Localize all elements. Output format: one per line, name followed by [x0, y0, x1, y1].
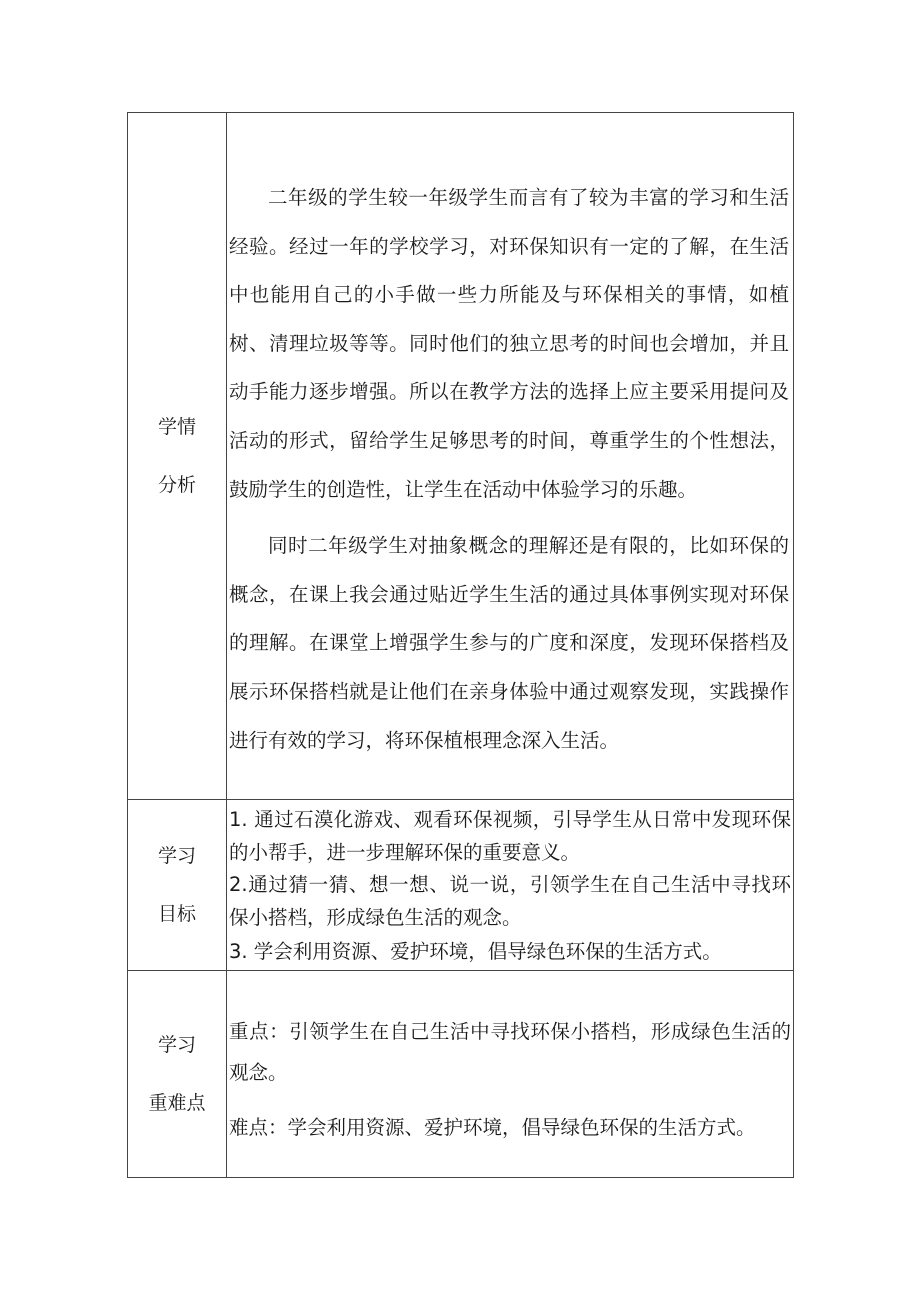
row-label-line: 学情	[157, 416, 196, 438]
row-label-learning-goals	[128, 800, 227, 971]
row-label-line: 重难点	[148, 1092, 206, 1114]
lesson-plan-table	[127, 112, 794, 1178]
table-row-key-points	[128, 971, 794, 1178]
table-row-learning-goals	[128, 800, 794, 971]
student-analysis-content	[227, 113, 794, 800]
key-points-content	[227, 971, 794, 1178]
goal-item: 1. 通过石漠化游戏、观看环保视频，引导学生从日常中发现环保的小帮手，进一步理解环保的重要意义。	[229, 808, 791, 864]
analysis-paragraph: 二年级的学生较一年级学生而言有了较为丰富的学习和生活经验。经过一年的学校学习，对环保知识有一定的了解，在生活中也能用自己的小手做一些力所能及与环保相关的事情，如植树、清理垃圾等等。同时他们的独立思考的时间也会增加，并且动手能力逐步增强。所以在教学方法的选择上应主要采用提问及活动的形式，留给学生足够思考的时间，尊重学生的个性想法，鼓励学生的创造性，让学生在活动中体验学习的乐趣。	[229, 186, 789, 501]
analysis-paragraph: 同时二年级学生对抽象概念的理解还是有限的，比如环保的概念，在课上我会通过贴近学生生活的通过具体事例实现对环保的理解。在课堂上增强学生参与的广度和深度，发现环保搭档及展示环保搭档就是让他们在亲身体验中通过观察发现，实践操作进行有效的学习，将环保植根理念深入生活。	[229, 534, 789, 752]
goal-item: 3. 学会利用资源、爱护环境，倡导绿色环保的生活方式。	[229, 940, 722, 963]
row-label-line: 分析	[157, 474, 196, 496]
table-row-student-analysis	[128, 113, 794, 800]
key-point-item: 重点：引领学生在自己生活中寻找环保小搭档，形成绿色生活的观念。	[229, 1020, 791, 1084]
learning-goals-content	[227, 800, 794, 971]
row-label-key-points	[128, 971, 227, 1178]
row-label-student-analysis	[128, 113, 227, 800]
row-label-line: 学习	[157, 845, 196, 867]
row-label-line: 目标	[157, 903, 196, 925]
row-label-line: 学习	[157, 1034, 196, 1056]
difficult-point-item: 难点：学会利用资源、爱护环境，倡导绿色环保的生活方式。	[229, 1116, 756, 1139]
goal-item: 2.通过猜一猜、想一想、说一说，引领学生在自己生活中寻找环保小搭档，形成绿色生活的观念。	[229, 873, 791, 929]
